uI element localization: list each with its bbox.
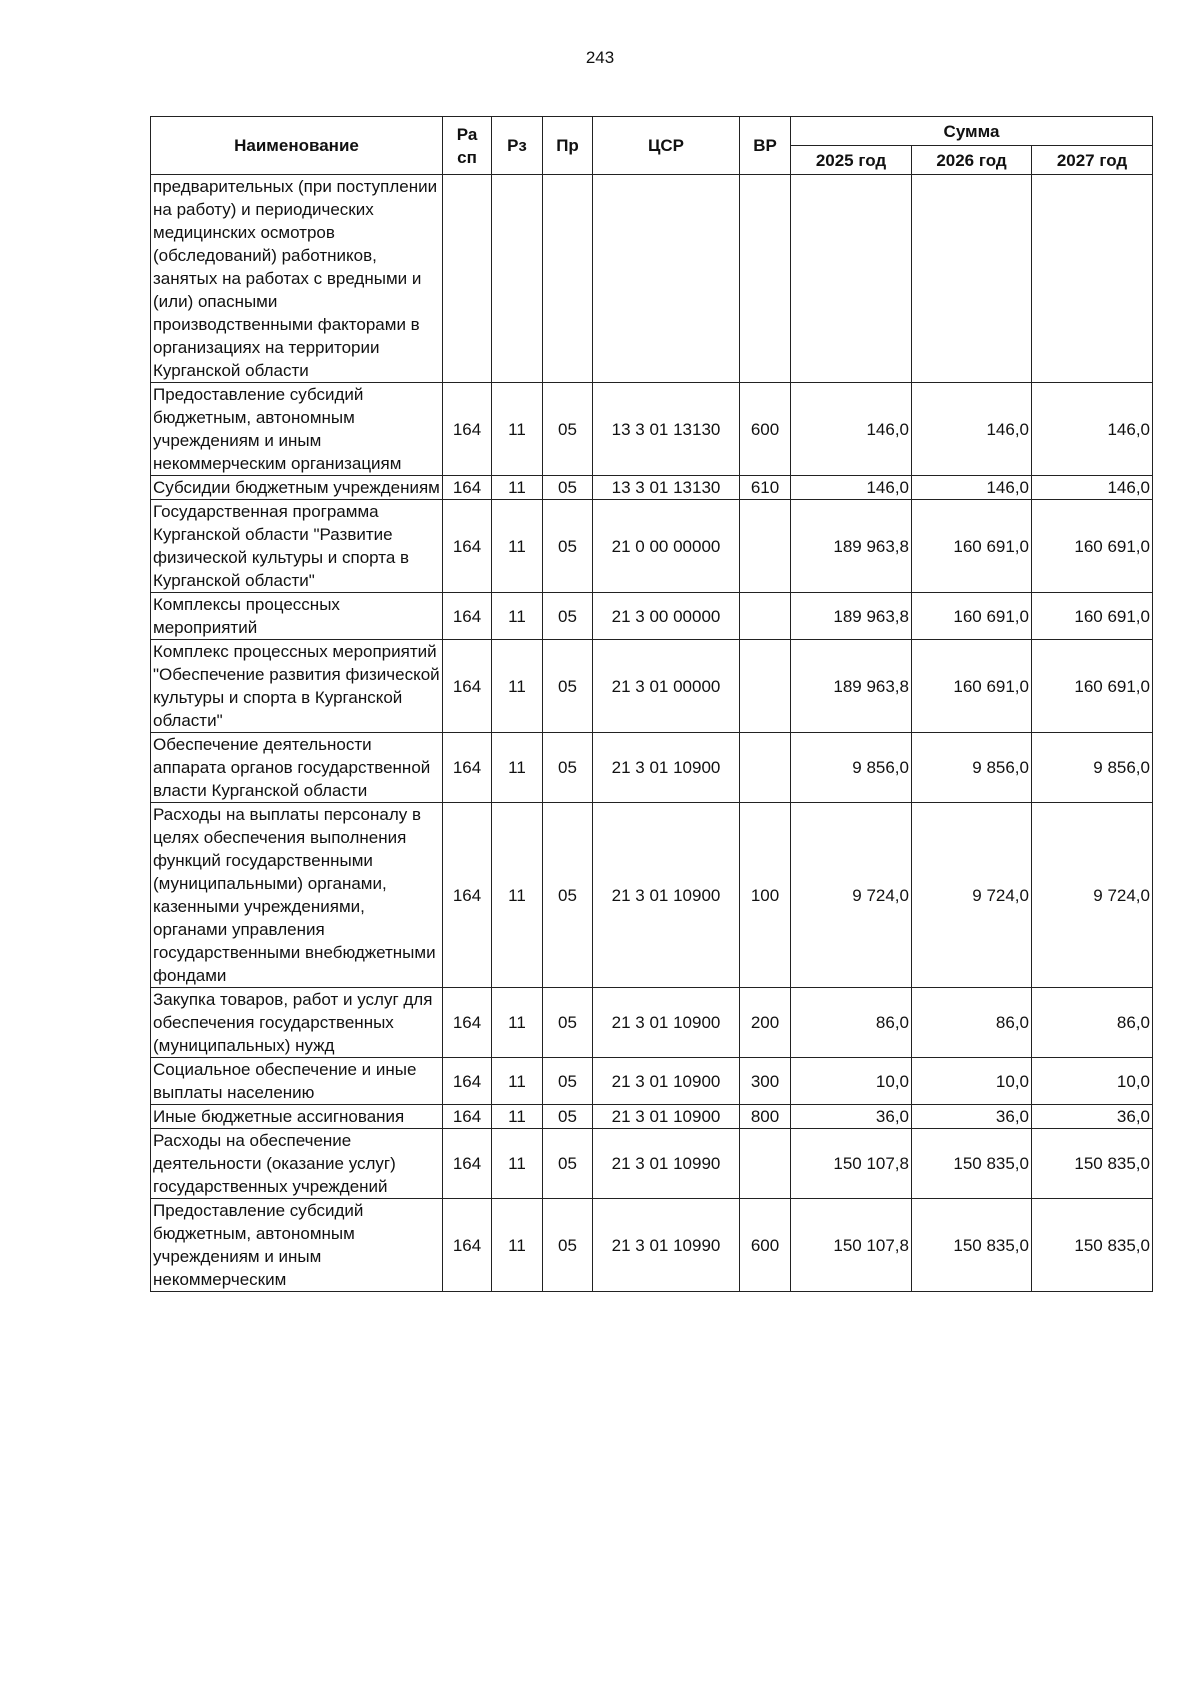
row-rz: 11 <box>492 1105 543 1129</box>
row-name: Расходы на обеспечение деятельности (оказание услуг) государственных учреждений <box>151 1129 443 1199</box>
row-rasp: 164 <box>443 593 492 640</box>
row-name: Комплексы процессных мероприятий <box>151 593 443 640</box>
header-pr: Пр <box>543 117 593 175</box>
row-pr: 05 <box>543 988 593 1058</box>
row-sum-2026: 160 691,0 <box>912 593 1032 640</box>
row-csr: 21 3 01 10990 <box>593 1199 740 1292</box>
row-sum-2026: 10,0 <box>912 1058 1032 1105</box>
table-header <box>151 117 1153 175</box>
row-vr: 200 <box>740 988 791 1058</box>
row-pr: 05 <box>543 476 593 500</box>
row-sum-2025: 36,0 <box>791 1105 912 1129</box>
header-sum: Сумма <box>791 117 1153 146</box>
row-csr: 21 3 01 10900 <box>593 1058 740 1105</box>
row-sum-2025: 189 963,8 <box>791 593 912 640</box>
row-sum-2025: 146,0 <box>791 383 912 476</box>
row-sum-2026: 36,0 <box>912 1105 1032 1129</box>
table-row <box>151 988 1153 1058</box>
row-rz: 11 <box>492 1199 543 1292</box>
row-csr: 21 3 01 10990 <box>593 1129 740 1199</box>
header-year-2026: 2026 год <box>912 146 1032 175</box>
row-rasp: 164 <box>443 476 492 500</box>
row-rasp: 164 <box>443 733 492 803</box>
table-row <box>151 1105 1153 1129</box>
row-rasp: 164 <box>443 383 492 476</box>
row-sum-2027: 9 724,0 <box>1032 803 1153 988</box>
row-sum-2025 <box>791 175 912 383</box>
row-sum-2025: 10,0 <box>791 1058 912 1105</box>
row-name: предварительных (при поступлении на работу) и периодических медицинских осмотров (обследований) работников, занятых на работах с вредными и (или) опасными производственными факторами в организациях на территории Курганской области <box>151 175 443 383</box>
row-sum-2027: 36,0 <box>1032 1105 1153 1129</box>
row-sum-2026: 150 835,0 <box>912 1199 1032 1292</box>
row-sum-2026 <box>912 175 1032 383</box>
row-rz: 11 <box>492 640 543 733</box>
header-year-2025: 2025 год <box>791 146 912 175</box>
row-vr: 600 <box>740 383 791 476</box>
row-sum-2025: 150 107,8 <box>791 1129 912 1199</box>
row-name: Социальное обеспечение и иные выплаты населению <box>151 1058 443 1105</box>
row-sum-2027: 150 835,0 <box>1032 1129 1153 1199</box>
row-rz: 11 <box>492 383 543 476</box>
row-pr: 05 <box>543 1129 593 1199</box>
row-rz: 11 <box>492 1058 543 1105</box>
row-name: Государственная программа Курганской области "Развитие физической культуры и спорта в Курганской области" <box>151 500 443 593</box>
row-rasp: 164 <box>443 988 492 1058</box>
row-sum-2027: 160 691,0 <box>1032 500 1153 593</box>
row-name: Обеспечение деятельности аппарата органов государственной власти Курганской области <box>151 733 443 803</box>
row-csr: 21 3 00 00000 <box>593 593 740 640</box>
row-sum-2026: 86,0 <box>912 988 1032 1058</box>
budget-table <box>150 116 1153 1292</box>
row-sum-2025: 9 724,0 <box>791 803 912 988</box>
row-rasp: 164 <box>443 803 492 988</box>
row-pr: 05 <box>543 1199 593 1292</box>
row-name: Предоставление субсидий бюджетным, автономным учреждениям и иным некоммерческим <box>151 1199 443 1292</box>
row-sum-2025: 9 856,0 <box>791 733 912 803</box>
row-vr <box>740 175 791 383</box>
row-name: Субсидии бюджетным учреждениям <box>151 476 443 500</box>
row-pr: 05 <box>543 1105 593 1129</box>
row-sum-2026: 146,0 <box>912 476 1032 500</box>
row-csr: 21 0 00 00000 <box>593 500 740 593</box>
row-vr: 800 <box>740 1105 791 1129</box>
row-rz: 11 <box>492 1129 543 1199</box>
header-rz: Рз <box>492 117 543 175</box>
row-pr: 05 <box>543 593 593 640</box>
row-csr: 13 3 01 13130 <box>593 383 740 476</box>
row-rz <box>492 175 543 383</box>
row-csr: 21 3 01 10900 <box>593 733 740 803</box>
table-row <box>151 640 1153 733</box>
row-sum-2027: 150 835,0 <box>1032 1199 1153 1292</box>
row-vr: 600 <box>740 1199 791 1292</box>
row-sum-2027: 10,0 <box>1032 1058 1153 1105</box>
row-sum-2025: 150 107,8 <box>791 1199 912 1292</box>
row-sum-2026: 9 724,0 <box>912 803 1032 988</box>
row-rz: 11 <box>492 593 543 640</box>
row-rz: 11 <box>492 500 543 593</box>
table-row <box>151 803 1153 988</box>
row-vr: 610 <box>740 476 791 500</box>
row-pr: 05 <box>543 640 593 733</box>
row-sum-2026: 160 691,0 <box>912 500 1032 593</box>
row-sum-2026: 9 856,0 <box>912 733 1032 803</box>
row-sum-2027: 146,0 <box>1032 383 1153 476</box>
table-row <box>151 500 1153 593</box>
row-name: Предоставление субсидий бюджетным, автономным учреждениям и иным некоммерческим организациям <box>151 383 443 476</box>
table-row <box>151 593 1153 640</box>
row-sum-2027: 160 691,0 <box>1032 593 1153 640</box>
row-rz: 11 <box>492 476 543 500</box>
row-sum-2027: 9 856,0 <box>1032 733 1153 803</box>
header-year-2027: 2027 год <box>1032 146 1153 175</box>
row-rz: 11 <box>492 733 543 803</box>
header-name: Наименование <box>151 117 443 175</box>
table-body <box>151 175 1153 1292</box>
row-sum-2027: 146,0 <box>1032 476 1153 500</box>
table-row <box>151 1199 1153 1292</box>
row-name: Иные бюджетные ассигнования <box>151 1105 443 1129</box>
row-sum-2026: 160 691,0 <box>912 640 1032 733</box>
row-rasp: 164 <box>443 1105 492 1129</box>
table-row <box>151 476 1153 500</box>
row-vr: 100 <box>740 803 791 988</box>
row-rasp: 164 <box>443 1129 492 1199</box>
row-name: Расходы на выплаты персоналу в целях обеспечения выполнения функций государственными (муниципальными) органами, казенными учреждениями, органами управления государственными внебюджетными фондами <box>151 803 443 988</box>
row-rz: 11 <box>492 988 543 1058</box>
row-sum-2027: 160 691,0 <box>1032 640 1153 733</box>
table-row <box>151 175 1153 383</box>
row-pr: 05 <box>543 383 593 476</box>
row-rz: 11 <box>492 803 543 988</box>
row-name: Закупка товаров, работ и услуг для обеспечения государственных (муниципальных) нужд <box>151 988 443 1058</box>
row-rasp: 164 <box>443 1199 492 1292</box>
table-row <box>151 383 1153 476</box>
row-vr: 300 <box>740 1058 791 1105</box>
row-sum-2027 <box>1032 175 1153 383</box>
row-pr <box>543 175 593 383</box>
table-row <box>151 1129 1153 1199</box>
table-row <box>151 733 1153 803</box>
row-sum-2025: 189 963,8 <box>791 640 912 733</box>
row-pr: 05 <box>543 803 593 988</box>
row-csr: 21 3 01 10900 <box>593 1105 740 1129</box>
row-rasp: 164 <box>443 640 492 733</box>
header-vr: ВР <box>740 117 791 175</box>
row-vr <box>740 640 791 733</box>
row-vr <box>740 593 791 640</box>
table-row <box>151 1058 1153 1105</box>
row-rasp <box>443 175 492 383</box>
row-pr: 05 <box>543 733 593 803</box>
row-name: Комплекс процессных мероприятий "Обеспечение развития физической культуры и спорта в Курганской области" <box>151 640 443 733</box>
row-vr <box>740 500 791 593</box>
row-rasp: 164 <box>443 500 492 593</box>
row-vr <box>740 1129 791 1199</box>
row-csr <box>593 175 740 383</box>
row-pr: 05 <box>543 500 593 593</box>
row-csr: 21 3 01 00000 <box>593 640 740 733</box>
row-sum-2026: 146,0 <box>912 383 1032 476</box>
row-csr: 21 3 01 10900 <box>593 803 740 988</box>
row-sum-2025: 86,0 <box>791 988 912 1058</box>
header-csr: ЦСР <box>593 117 740 175</box>
header-rasp: Ра сп <box>443 117 492 175</box>
row-sum-2027: 86,0 <box>1032 988 1153 1058</box>
row-csr: 13 3 01 13130 <box>593 476 740 500</box>
row-rasp: 164 <box>443 1058 492 1105</box>
row-pr: 05 <box>543 1058 593 1105</box>
page-number: 243 <box>585 48 615 67</box>
row-csr: 21 3 01 10900 <box>593 988 740 1058</box>
row-vr <box>740 733 791 803</box>
row-sum-2025: 189 963,8 <box>791 500 912 593</box>
row-sum-2025: 146,0 <box>791 476 912 500</box>
row-sum-2026: 150 835,0 <box>912 1129 1032 1199</box>
